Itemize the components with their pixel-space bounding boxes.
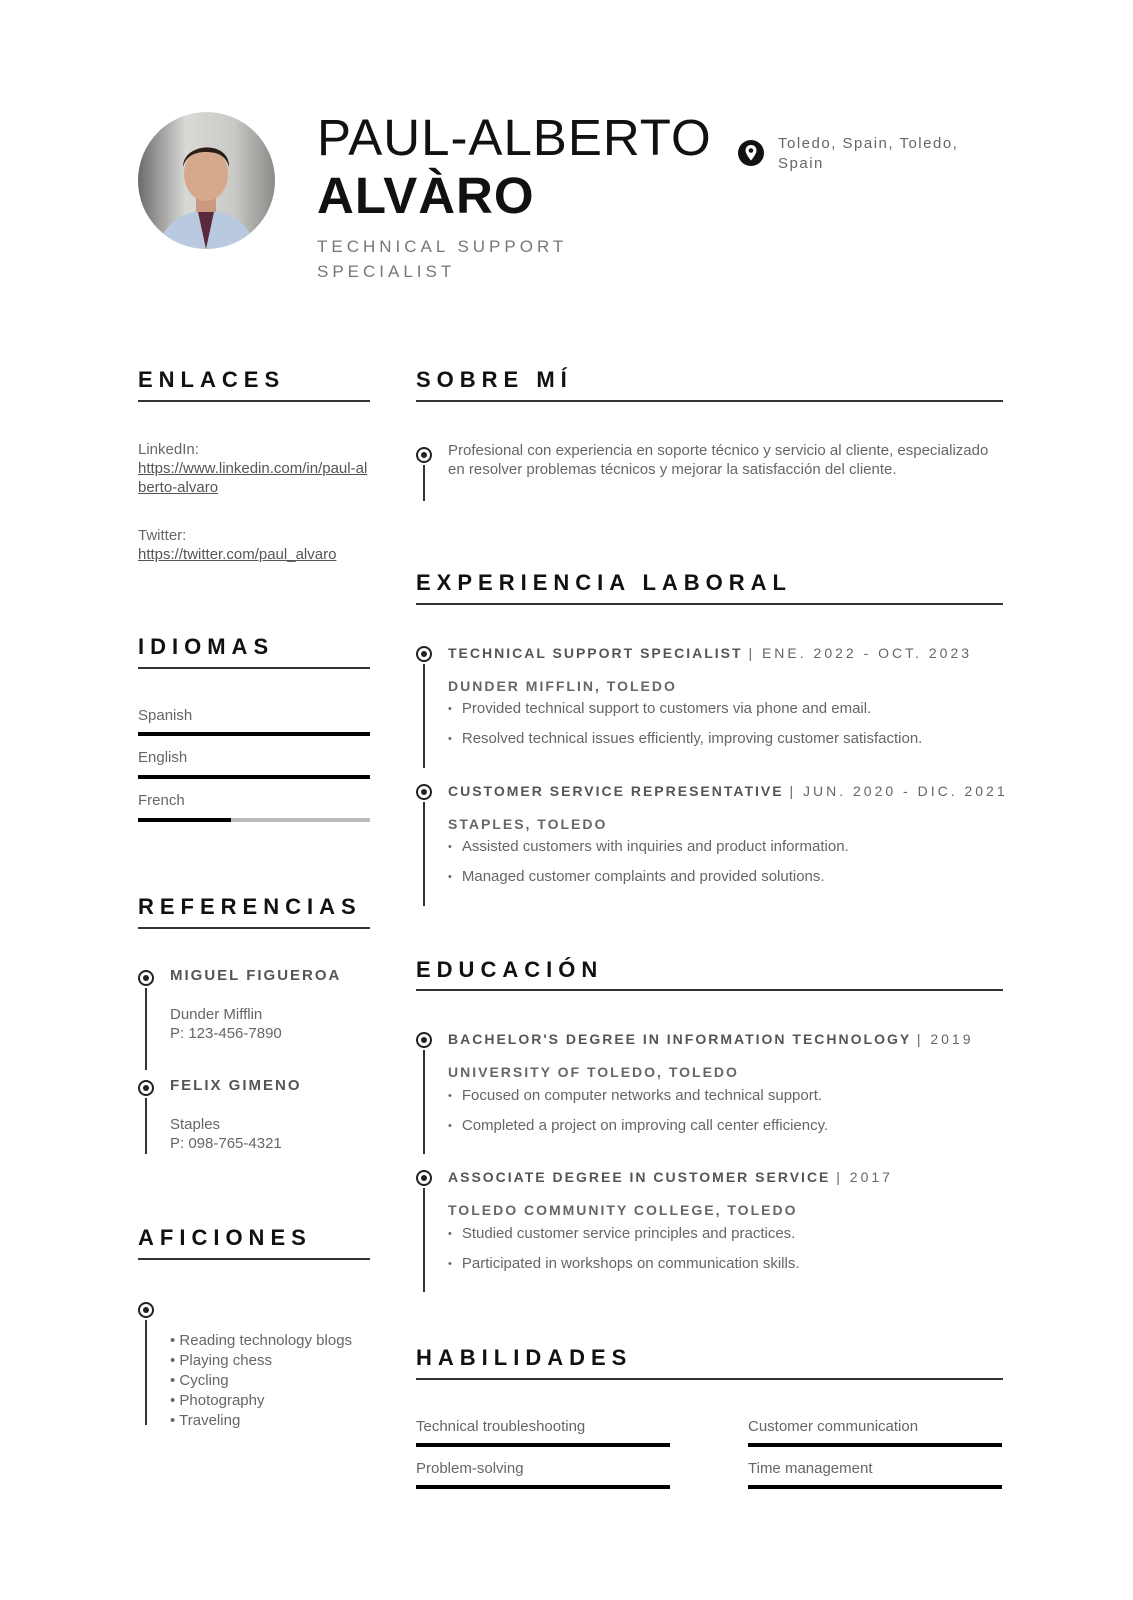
language-bar [138,732,370,736]
timeline-line [145,988,147,1070]
twitter-label: Twitter: [138,527,187,544]
job-role [448,645,972,661]
education-bullet: • Participated in workshops on communication skills. [448,1255,800,1272]
hobby-item: • Reading technology blogs [170,1332,353,1349]
skill-label: Customer communication [748,1418,919,1435]
timeline-dot-icon [416,447,432,463]
timeline-dot-icon [416,646,432,662]
job-bullet: • Managed customer complaints and provided solutions. [448,868,825,885]
job-bullet: • Resolved technical issues efficiently, improving customer satisfaction. [448,730,922,747]
school-name: UNIVERSITY OF TOLEDO, TOLEDO [448,1064,739,1080]
links-heading: ENLACES [138,367,286,392]
timeline-dot-icon [138,1080,154,1096]
language-bar-fill [138,775,370,779]
language-bar-fill [138,818,231,822]
timeline-line [423,1188,425,1292]
degree [448,1031,974,1047]
education-rule [416,989,1003,991]
skill-label: Problem-solving [416,1460,524,1477]
timeline-line [423,664,425,768]
skills-heading: HABILIDADES [416,1345,633,1370]
degree [448,1169,893,1185]
job-role-title: TECHNICAL SUPPORT SPECIALIST [448,645,743,661]
language-bar-fill [138,732,370,736]
education-bullet: • Studied customer service principles and practices. [448,1225,795,1242]
languages-heading: IDIOMAS [138,634,275,659]
reference-name: MIGUEL FIGUEROA [170,967,342,984]
job-title: TECHNICAL SUPPORT SPECIALIST [317,237,568,281]
hobby-item: • Playing chess [170,1352,272,1369]
hobbies-list [170,1331,380,1431]
timeline-dot-icon [416,784,432,800]
location-text: Toledo, Spain, Toledo, Spain [778,135,959,172]
job-role [448,783,1008,799]
job-company: STAPLES, TOLEDO [448,816,608,832]
person-photo [138,112,275,249]
degree-year: | 2017 [836,1169,893,1185]
skill-bar [416,1485,670,1489]
skill-bar-fill [748,1485,1002,1489]
avatar [138,112,275,249]
language-bar [138,818,370,822]
skill-bar-fill [416,1485,670,1489]
skill-bar [748,1485,1002,1489]
degree-year: | 2019 [916,1031,974,1047]
linkedin-label: LinkedIn: [138,441,199,458]
reference-company: Staples [170,1116,221,1133]
skill-bar [416,1443,670,1447]
skill-bar-fill [748,1443,1002,1447]
skill-label: Technical troubleshooting [416,1418,586,1435]
timeline-line [423,802,425,906]
hobbies-heading: AFICIONES [138,1225,312,1250]
timeline-dot-icon [416,1170,432,1186]
references-rule [138,927,370,929]
timeline-dot-icon [138,970,154,986]
twitter-block [138,526,370,564]
school-name: TOLEDO COMMUNITY COLLEGE, TOLEDO [448,1202,798,1218]
skill-label: Time management [748,1460,873,1477]
about-rule [416,400,1003,402]
timeline-line [423,465,425,501]
language-label: French [138,792,185,809]
job-role-dates: | JUN. 2020 - DIC. 2021 [789,783,1008,799]
reference-company: Dunder Mifflin [170,1006,263,1023]
reference-phone: P: 098-765-4321 [170,1135,282,1152]
map-pin-icon [738,140,764,166]
language-label: Spanish [138,707,193,724]
job-bullet: • Assisted customers with inquiries and product information. [448,838,849,855]
about-text: Profesional con experiencia en soporte técnico y servicio al cliente, especializado en resolver problemas técnicos y mejorar la satisfacción del cliente. [448,442,989,478]
education-bullet: • Completed a project on improving call center efficiency. [448,1117,828,1134]
timeline-dot-icon [138,1302,154,1318]
language-bar [138,775,370,779]
about-heading: SOBRE MÍ [416,367,573,392]
job-role-title: CUSTOMER SERVICE REPRESENTATIVE [448,783,784,799]
skill-bar [748,1443,1002,1447]
timeline-line [145,1098,147,1154]
linkedin-link[interactable]: https://www.linkedin.com/in/paul-alberto-alvaro [138,460,368,496]
links-rule [138,400,370,402]
linkedin-block [138,440,370,497]
reference-name: FELIX GIMENO [170,1077,302,1094]
language-label: English [138,749,188,766]
first-name: PAUL-ALBERTO [317,109,712,166]
education-bullet: • Focused on computer networks and technical support. [448,1087,822,1104]
twitter-link[interactable]: https://twitter.com/paul_alvaro [138,546,337,563]
hobbies-rule [138,1258,370,1260]
skill-bar-fill [416,1443,670,1447]
references-heading: REFERENCIAS [138,894,362,919]
last-name: ALVÀRO [317,167,535,224]
hobby-item: • Cycling [170,1372,229,1389]
job-company: DUNDER MIFFLIN, TOLEDO [448,678,677,694]
timeline-line [423,1050,425,1154]
education-heading: EDUCACIÓN [416,957,604,982]
job-role-dates: | ENE. 2022 - OCT. 2023 [748,645,973,661]
degree-title: BACHELOR'S DEGREE IN INFORMATION TECHNOLOGY [448,1031,911,1047]
languages-rule [138,667,370,669]
skills-rule [416,1378,1003,1380]
timeline-dot-icon [416,1032,432,1048]
job-bullet: • Provided technical support to customers via phone and email. [448,700,871,717]
degree-title: ASSOCIATE DEGREE IN CUSTOMER SERVICE [448,1169,831,1185]
hobby-item: • Traveling [170,1412,241,1429]
hobby-item: • Photography [170,1392,265,1409]
reference-phone: P: 123-456-7890 [170,1025,282,1042]
experience-heading: EXPERIENCIA LABORAL [416,570,792,595]
timeline-line [145,1320,147,1425]
experience-rule [416,603,1003,605]
